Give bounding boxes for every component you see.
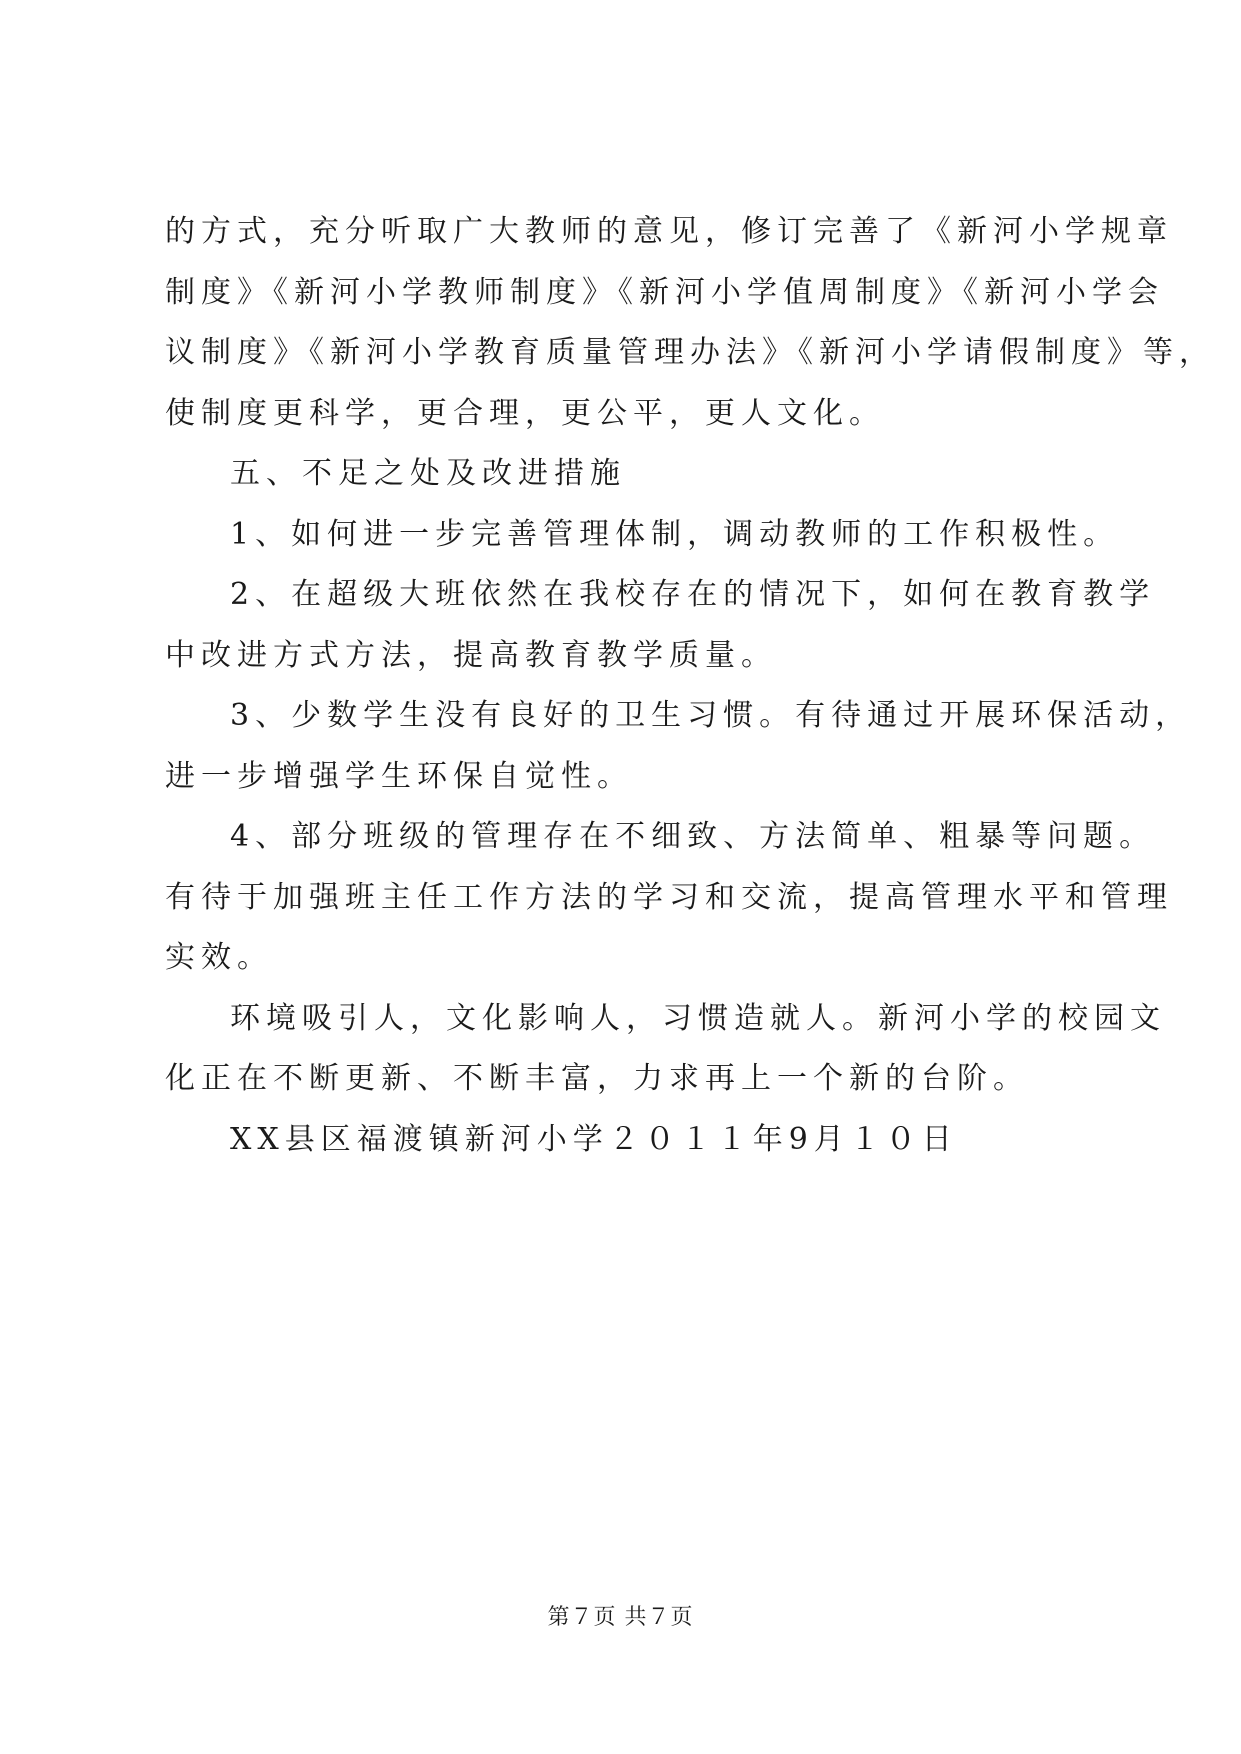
paragraph-line: 环境吸引人，文化影响人，习惯造就人。新河小学的校园文 — [230, 1000, 1166, 1036]
list-item: 1、如何进一步完善管理体制，调动教师的工作积极性。 — [230, 516, 1120, 552]
text-line: 制度》《新河小学教师制度》《新河小学值周制度》《新河小学会 — [165, 274, 1164, 310]
list-item: 4、部分班级的管理存在不细致、方法简单、粗暴等问题。 — [230, 819, 1156, 854]
text-line: 实效。 — [165, 940, 273, 975]
text-line: 使制度更科学，更合理，更公平，更人文化。 — [165, 395, 885, 431]
text-line: 有待于加强班主任工作方法的学习和交流，提高管理水平和管理 — [165, 879, 1173, 915]
text-line: 进一步增强学生环保自觉性。 — [165, 758, 633, 794]
list-item: 3、少数学生没有良好的卫生习惯。有待通过开展环保活动， — [230, 698, 1192, 733]
text-line: 化正在不断更新、不断丰富，力求再上一个新的台阶。 — [165, 1061, 1029, 1096]
text-line: 议制度》《新河小学教育质量管理办法》《新河小学请假制度》等， — [165, 335, 1215, 370]
list-item: 2、在超级大班依然在我校存在的情况下，如何在教育教学 — [230, 577, 1156, 612]
page-number-footer: 第７页 共７页 — [547, 1605, 694, 1630]
text-line: 中改进方式方法，提高教育教学质量。 — [165, 637, 777, 673]
document-body — [165, 202, 1215, 1170]
text-line: 的方式，充分听取广大教师的意见，修订完善了《新河小学规章 — [165, 214, 1173, 249]
signature-date-line: XX县区福渡镇新河小学２０１１年9月１０日 — [230, 1121, 958, 1157]
section-heading: 五、不足之处及改进措施 — [230, 456, 626, 491]
